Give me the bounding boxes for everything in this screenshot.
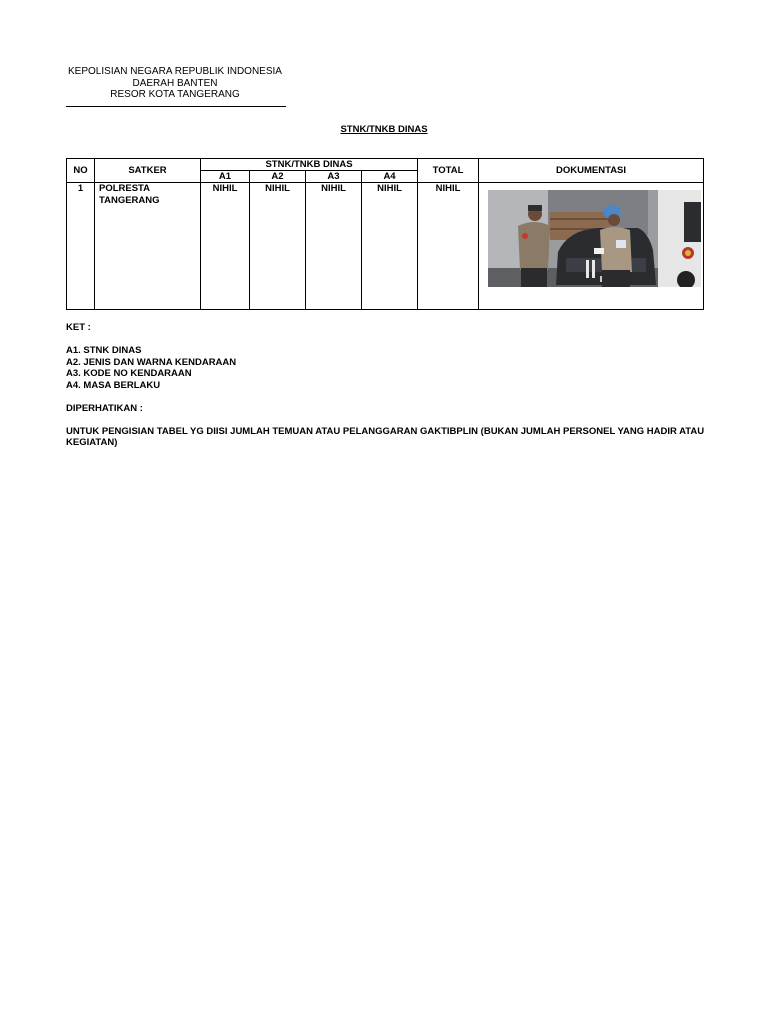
table-header-row [67, 159, 704, 171]
header-a4: A4 [362, 171, 418, 183]
letterhead-line-3: RESOR KOTA TANGERANG [110, 89, 240, 100]
letterhead-divider [66, 106, 286, 107]
cell-a2: NIHIL [250, 183, 306, 310]
header-a3: A3 [306, 171, 362, 183]
attention-text: UNTUK PENGISIAN TABEL YG DIISI JUMLAH TEMUAN ATAU PELANGGARAN GAKTIBPLIN (BUKAN JUMLAH PERSONEL YANG HADIR ATAU KEGIATAN) [66, 425, 705, 448]
document-title: STNK/TNKB DINAS [340, 124, 428, 135]
satker-line-2: TANGERANG [99, 194, 160, 206]
cell-total: NIHIL [418, 183, 479, 310]
report-table [66, 158, 704, 310]
cell-a3: NIHIL [306, 183, 362, 310]
cell-satker [95, 183, 201, 310]
documentation-photo [488, 190, 701, 287]
cell-dokumentasi [479, 183, 704, 310]
table-row [67, 183, 704, 310]
header-stnk-group: STNK/TNKB DINAS [201, 159, 418, 171]
ket-item-a4: A4. MASA BERLAKU [66, 379, 161, 391]
header-no: NO [67, 159, 95, 183]
cell-a1: NIHIL [201, 183, 250, 310]
attention-label: DIPERHATIKAN : [66, 402, 143, 414]
letterhead-line-2: DAERAH BANTEN [132, 77, 218, 89]
header-total: TOTAL [418, 159, 479, 183]
header-satker: SATKER [95, 159, 201, 183]
header-a1: A1 [201, 171, 250, 183]
ket-label: KET : [66, 322, 91, 333]
ket-item-a2: A2. JENIS DAN WARNA KENDARAAN [66, 356, 237, 368]
header-a2: A2 [250, 171, 306, 183]
satker-line-1: POLRESTA [99, 183, 151, 194]
letterhead-line-1: KEPOLISIAN NEGARA REPUBLIK INDONESIA [68, 66, 282, 77]
ket-item-a1: A1. STNK DINAS [66, 345, 142, 356]
notes-section [66, 322, 716, 449]
letterhead [64, 66, 286, 101]
ket-item-a3: A3. KODE NO KENDARAAN [66, 368, 192, 379]
header-dokumentasi: DOKUMENTASI [479, 159, 704, 183]
cell-a4: NIHIL [362, 183, 418, 310]
cell-no: 1 [67, 183, 95, 310]
